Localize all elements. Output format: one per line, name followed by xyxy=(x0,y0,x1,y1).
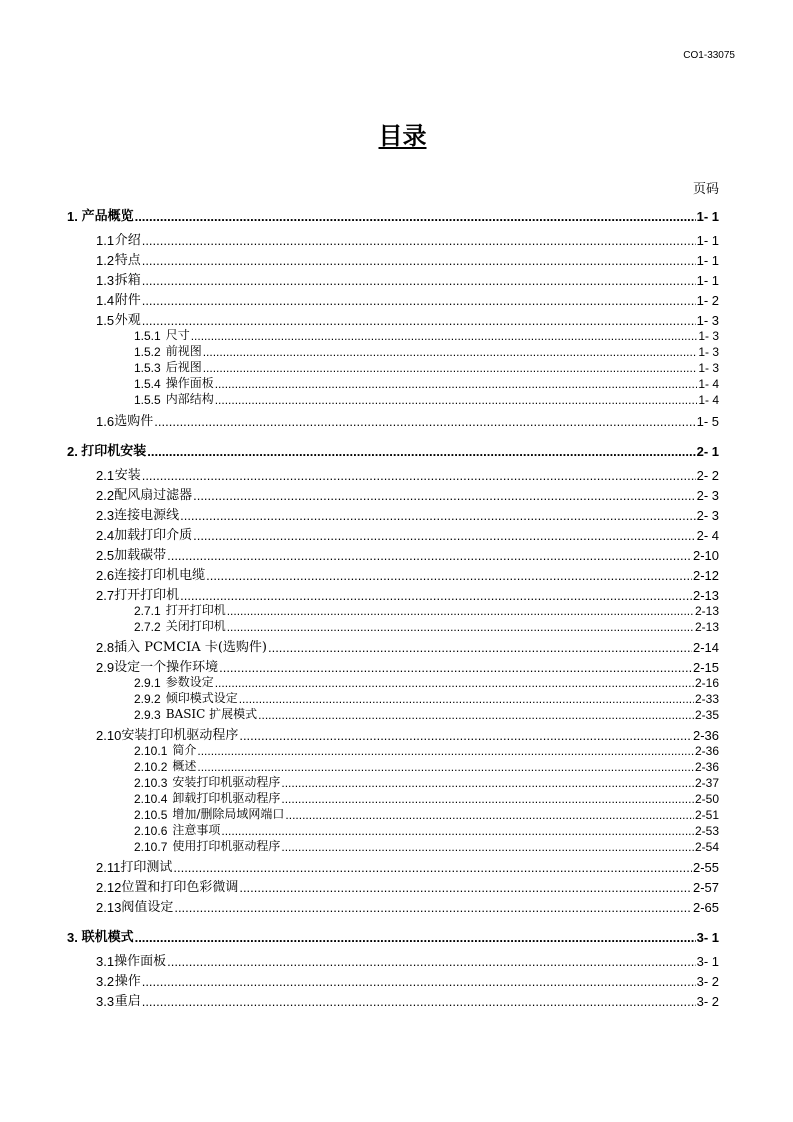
entry-page: 2-33 xyxy=(694,692,719,706)
toc-entry[interactable] xyxy=(134,689,719,706)
entry-number: 3.2 xyxy=(96,974,115,989)
entry-title: 位置和打印色彩微调 xyxy=(121,880,239,895)
entry-title: 拆箱 xyxy=(114,273,141,288)
entry-title: 打开打印机 xyxy=(114,588,180,603)
entry-title: 注意事项 xyxy=(172,823,221,837)
entry-page: 2-37 xyxy=(694,776,719,790)
entry-number: 2.3 xyxy=(96,508,115,523)
entry-number: 2. xyxy=(67,444,78,459)
entry-page: 2-13 xyxy=(694,604,719,618)
entry-number: 2.10.2 xyxy=(134,760,168,774)
dot-leader xyxy=(221,824,694,838)
toc-entry[interactable] xyxy=(96,544,719,563)
entry-number: 2.7 xyxy=(96,588,115,603)
entry-page: 1- 1 xyxy=(696,253,719,268)
toc-entry[interactable] xyxy=(134,741,719,758)
dot-leader xyxy=(142,994,696,1009)
entry-title: 使用打印机驱动程序 xyxy=(172,839,281,853)
entry-title: 打开打印机 xyxy=(165,603,226,617)
toc-entry[interactable] xyxy=(134,789,719,806)
entry-number: 1.4 xyxy=(96,293,115,308)
toc-entry[interactable] xyxy=(96,970,719,989)
entry-page: 2-51 xyxy=(694,808,719,822)
toc-entry[interactable] xyxy=(96,464,719,483)
entry-page: 2-36 xyxy=(694,760,719,774)
dot-leader xyxy=(147,444,695,459)
entry-number: 2.7.1 xyxy=(134,604,161,618)
toc-entry[interactable] xyxy=(67,440,719,459)
dot-leader xyxy=(142,273,696,288)
entry-page: 2- 2 xyxy=(696,468,719,483)
entry-title: 操作面板 xyxy=(114,954,167,969)
entry-page: 2-10 xyxy=(692,548,719,563)
entry-title: 关闭打印机 xyxy=(165,619,226,633)
dot-leader xyxy=(167,954,696,969)
dot-leader xyxy=(142,253,696,268)
entry-page: 2-13 xyxy=(692,588,719,603)
toc-entry[interactable] xyxy=(134,805,719,822)
toc-entry[interactable] xyxy=(96,229,719,248)
entry-title: 产品概览 xyxy=(81,209,134,224)
entry-page: 2- 1 xyxy=(696,444,719,459)
dot-leader xyxy=(239,692,694,706)
dot-leader xyxy=(215,676,694,690)
entry-title: 插入 PCMCIA 卡(选购件) xyxy=(114,640,267,655)
entry-number: 2.12 xyxy=(96,880,122,895)
entry-page: 1- 3 xyxy=(698,361,719,375)
toc-entry[interactable] xyxy=(134,705,719,722)
entry-page: 1- 5 xyxy=(696,414,719,429)
dot-leader xyxy=(268,640,692,655)
toc-entry[interactable] xyxy=(134,342,719,359)
entry-number: 1.3 xyxy=(96,273,115,288)
entry-number: 1. xyxy=(67,209,78,224)
dot-leader xyxy=(285,808,694,822)
entry-page: 3- 1 xyxy=(696,930,719,945)
entry-number: 2.13 xyxy=(96,900,122,915)
toc-entry[interactable] xyxy=(134,390,719,407)
entry-number: 2.4 xyxy=(96,528,115,543)
entry-number: 2.10 xyxy=(96,728,122,743)
dot-leader xyxy=(174,900,692,915)
toc-entry[interactable] xyxy=(134,617,719,634)
dot-leader xyxy=(281,840,694,854)
dot-leader xyxy=(203,361,698,375)
entry-title: 设定一个操作环境 xyxy=(114,660,219,675)
page-column-label: 页码 xyxy=(692,182,719,197)
toc-entry[interactable] xyxy=(67,205,719,224)
entry-number: 2.10.3 xyxy=(134,776,168,790)
dot-leader xyxy=(191,329,698,343)
entry-title: 内部结构 xyxy=(165,392,214,406)
dot-leader xyxy=(135,209,696,224)
entry-title: 配风扇过滤器 xyxy=(114,488,193,503)
document-code: CO1-33075 xyxy=(683,50,735,61)
entry-page: 2-35 xyxy=(694,708,719,722)
entry-number: 1.5.4 xyxy=(134,377,161,391)
entry-number: 2.1 xyxy=(96,468,115,483)
toc-entry[interactable] xyxy=(134,326,719,343)
entry-page: 2-53 xyxy=(694,824,719,838)
entry-number: 2.10.6 xyxy=(134,824,168,838)
entry-page: 2-65 xyxy=(692,900,719,915)
toc-entry[interactable] xyxy=(96,856,719,875)
dot-leader xyxy=(197,760,694,774)
entry-title: 打印机安装 xyxy=(81,444,147,459)
entry-page: 2-36 xyxy=(694,744,719,758)
entry-page: 3- 1 xyxy=(696,954,719,969)
entry-number: 1.1 xyxy=(96,233,115,248)
dot-leader xyxy=(193,528,696,543)
toc-entry[interactable] xyxy=(96,504,719,523)
entry-number: 2.10.1 xyxy=(134,744,168,758)
toc-entry[interactable] xyxy=(96,524,719,543)
entry-page: 1- 1 xyxy=(696,233,719,248)
entry-title: 特点 xyxy=(114,253,141,268)
entry-number: 2.9.1 xyxy=(134,676,161,690)
toc-entry[interactable] xyxy=(96,410,719,429)
toc-entry[interactable] xyxy=(134,757,719,774)
entry-number: 2.9 xyxy=(96,660,115,675)
entry-title: 倾印模式设定 xyxy=(165,691,238,705)
dot-leader xyxy=(197,744,694,758)
toc-entry[interactable] xyxy=(134,821,719,838)
entry-number: 3.1 xyxy=(96,954,115,969)
dot-leader xyxy=(227,620,694,634)
entry-title: 卸载打印机驱动程序 xyxy=(172,791,281,805)
entry-page: 3- 2 xyxy=(696,974,719,989)
entry-title: 打印测试 xyxy=(120,860,173,875)
toc-entry[interactable] xyxy=(96,950,719,969)
entry-page: 1- 1 xyxy=(696,209,719,224)
entry-title: BASIC 扩展模式 xyxy=(165,707,258,721)
entry-title: 阀值设定 xyxy=(121,900,174,915)
entry-number: 2.9.3 xyxy=(134,708,161,722)
entry-title: 操作 xyxy=(114,974,141,989)
entry-number: 2.11 xyxy=(96,860,121,875)
entry-number: 1.6 xyxy=(96,414,115,429)
entry-title: 前视图 xyxy=(165,344,202,358)
entry-title: 简介 xyxy=(172,743,197,757)
toc-entry[interactable] xyxy=(67,926,719,945)
entry-page: 1- 2 xyxy=(696,293,719,308)
entry-page: 1- 4 xyxy=(698,377,719,391)
dot-leader xyxy=(281,776,694,790)
toc-entry[interactable] xyxy=(96,636,719,655)
dot-leader xyxy=(193,488,696,503)
entry-title: 安装 xyxy=(114,468,141,483)
entry-number: 3.3 xyxy=(96,994,115,1009)
entry-number: 1.5.2 xyxy=(134,345,161,359)
toc-entry[interactable] xyxy=(134,358,719,375)
entry-page: 2-14 xyxy=(692,640,719,655)
entry-page: 1- 4 xyxy=(698,393,719,407)
dot-leader xyxy=(281,792,694,806)
dot-leader xyxy=(142,293,696,308)
entry-page: 2-55 xyxy=(692,860,719,875)
dot-leader xyxy=(154,414,695,429)
toc-entry[interactable] xyxy=(96,564,719,583)
dot-leader xyxy=(215,393,698,407)
entry-number: 2.6 xyxy=(96,568,115,583)
entry-page: 2-12 xyxy=(692,568,719,583)
dot-leader xyxy=(142,468,696,483)
entry-number: 2.10.5 xyxy=(134,808,168,822)
dot-leader xyxy=(142,233,696,248)
dot-leader xyxy=(180,508,696,523)
entry-title: 附件 xyxy=(114,293,141,308)
entry-page: 2-13 xyxy=(694,620,719,634)
entry-title: 参数设定 xyxy=(165,675,214,689)
entry-number: 1.5.5 xyxy=(134,393,161,407)
dot-leader xyxy=(167,548,692,563)
entry-number: 1.5.3 xyxy=(134,361,161,375)
toc-entry[interactable] xyxy=(134,601,719,618)
dot-leader xyxy=(227,604,694,618)
toc-entry[interactable] xyxy=(96,896,719,915)
toc-entry[interactable] xyxy=(96,990,719,1009)
toc-entry[interactable] xyxy=(96,249,719,268)
toc-entry[interactable] xyxy=(96,876,719,895)
entry-page: 2-16 xyxy=(694,676,719,690)
entry-title: 选购件 xyxy=(114,414,154,429)
dot-leader xyxy=(142,974,696,989)
entry-title: 连接打印机电缆 xyxy=(114,568,206,583)
entry-number: 1.5 xyxy=(96,313,115,328)
dot-leader xyxy=(173,860,692,875)
entry-number: 2.5 xyxy=(96,548,115,563)
entry-page: 2-15 xyxy=(692,660,719,675)
dot-leader xyxy=(206,568,692,583)
dot-leader xyxy=(215,377,698,391)
toc-entry[interactable] xyxy=(96,289,719,308)
entry-title: 连接电源线 xyxy=(114,508,180,523)
entry-title: 概述 xyxy=(172,759,197,773)
entry-page: 2-50 xyxy=(694,792,719,806)
entry-number: 2.10.4 xyxy=(134,792,168,806)
entry-page: 2-36 xyxy=(692,728,719,743)
entry-title: 增加/删除局域网端口 xyxy=(172,807,285,821)
entry-page: 3- 2 xyxy=(696,994,719,1009)
entry-number: 2.8 xyxy=(96,640,115,655)
toc-entry[interactable] xyxy=(134,773,719,790)
entry-title: 安装打印机驱动程序 xyxy=(172,775,281,789)
entry-page: 2- 3 xyxy=(696,488,719,503)
entry-number: 1.2 xyxy=(96,253,115,268)
entry-title: 重启 xyxy=(114,994,141,1009)
entry-title: 加载打印介质 xyxy=(114,528,193,543)
entry-page: 1- 3 xyxy=(698,329,719,343)
entry-number: 3. xyxy=(67,930,78,945)
entry-title: 安装打印机驱动程序 xyxy=(121,728,239,743)
entry-number: 2.7.2 xyxy=(134,620,161,634)
toc-entry[interactable] xyxy=(134,374,719,391)
entry-number: 2.9.2 xyxy=(134,692,161,706)
entry-title: 加载碳带 xyxy=(114,548,167,563)
entry-page: 2-54 xyxy=(694,840,719,854)
dot-leader xyxy=(239,880,692,895)
entry-number: 1.5.1 xyxy=(134,329,161,343)
entry-page: 2- 4 xyxy=(696,528,719,543)
toc-entry[interactable] xyxy=(134,673,719,690)
entry-title: 操作面板 xyxy=(165,376,214,390)
entry-page: 2-57 xyxy=(692,880,719,895)
entry-title: 尺寸 xyxy=(165,328,190,342)
entry-title: 联机模式 xyxy=(81,930,134,945)
entry-number: 2.10.7 xyxy=(134,840,168,854)
entry-title: 外观 xyxy=(114,313,141,328)
toc-entry[interactable] xyxy=(96,484,719,503)
entry-page: 1- 1 xyxy=(696,273,719,288)
entry-title: 介绍 xyxy=(114,233,141,248)
page-title: 目录 xyxy=(378,122,427,150)
dot-leader xyxy=(203,345,698,359)
entry-page: 1- 3 xyxy=(696,313,719,328)
entry-title: 后视图 xyxy=(165,360,202,374)
dot-leader xyxy=(258,708,694,722)
toc-entry[interactable] xyxy=(134,837,719,854)
dot-leader xyxy=(135,930,696,945)
toc-entry[interactable] xyxy=(96,269,719,288)
entry-page: 2- 3 xyxy=(696,508,719,523)
entry-page: 1- 3 xyxy=(698,345,719,359)
entry-number: 2.2 xyxy=(96,488,115,503)
